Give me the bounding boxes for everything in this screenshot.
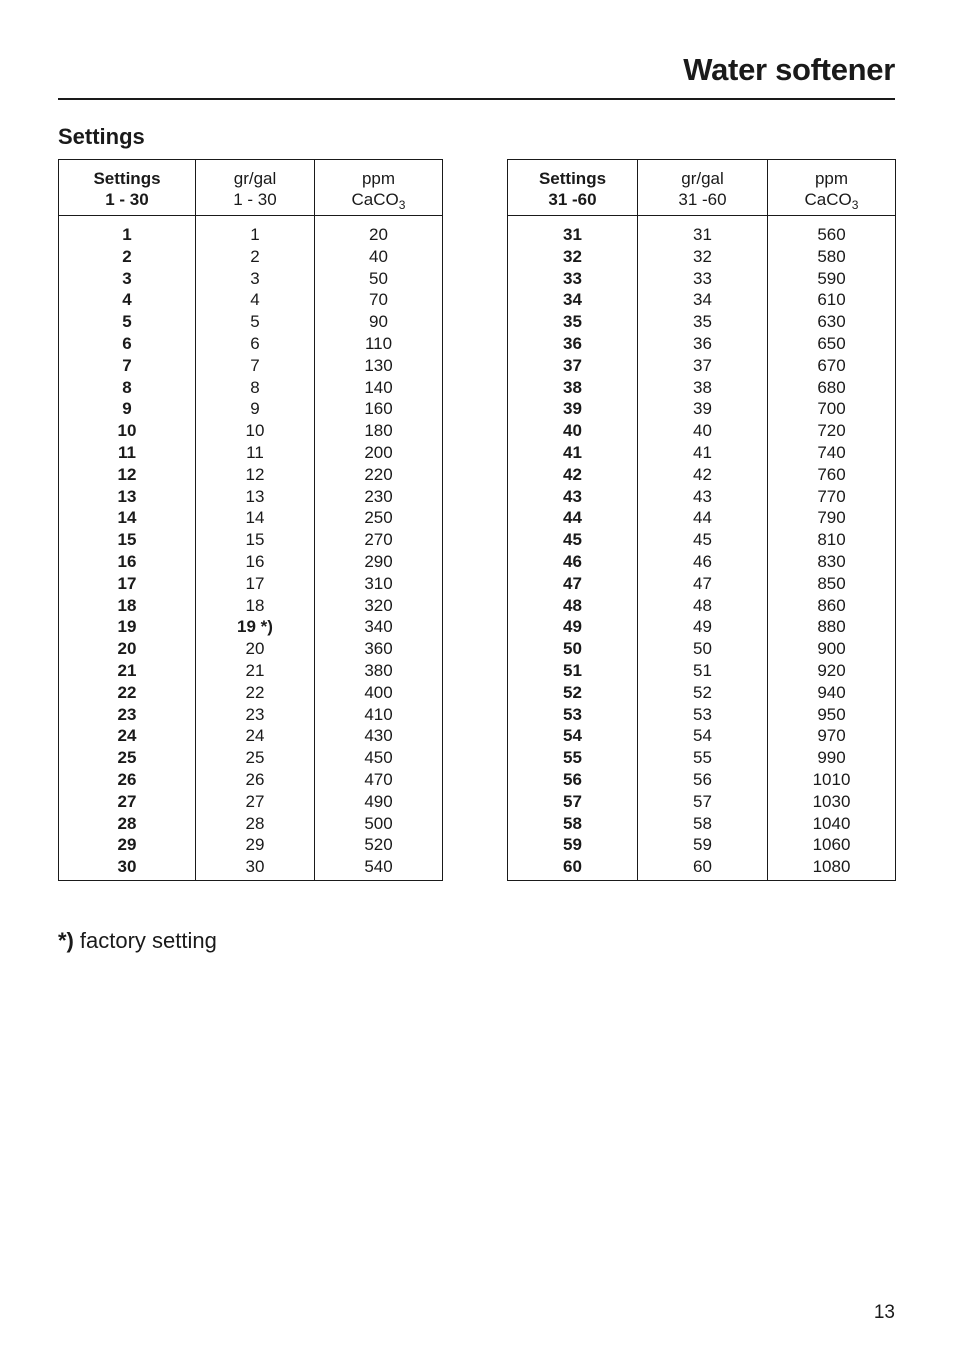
table-cell: 140: [364, 377, 393, 397]
table-cell: 90: [369, 312, 388, 332]
settings-column: [59, 216, 195, 880]
table-cell: 32: [693, 246, 712, 266]
table-cell: 19: [117, 617, 137, 637]
table-cell: 60: [563, 857, 582, 877]
table-cell: 43: [563, 486, 582, 506]
table-cell: 9: [122, 399, 132, 419]
table-cell: 380: [364, 660, 393, 680]
table-cell: 950: [817, 704, 846, 724]
table-cell: 520: [364, 835, 393, 855]
table-cell: 7: [122, 355, 132, 375]
table-cell: 15: [117, 530, 137, 550]
table-cell: 53: [563, 704, 582, 724]
section-heading: Settings: [58, 124, 145, 149]
table-cell: 20: [245, 639, 265, 659]
table-cell: 50: [693, 639, 712, 659]
table-cell: 15: [245, 530, 265, 550]
ppm-column: [314, 216, 442, 880]
header-settings: Settings 1 - 30: [93, 169, 161, 209]
table-cell: 6: [122, 333, 132, 353]
table-cell: 48: [693, 595, 712, 615]
table-cell: 58: [693, 813, 712, 833]
footnote: [58, 928, 217, 954]
table-cell: 53: [693, 704, 712, 724]
table-cell: 540: [364, 857, 393, 877]
table-cell: 990: [817, 748, 846, 768]
table-cell: 250: [364, 508, 393, 528]
table-cell: 850: [817, 573, 846, 593]
page-number: 13: [873, 1302, 895, 1323]
table-header: [508, 160, 895, 216]
table-cell: 130: [364, 355, 393, 375]
table-cell: 1080: [812, 857, 851, 877]
table-cell: 26: [117, 769, 137, 789]
table-cell: 14: [117, 508, 137, 528]
table-cell: 320: [364, 595, 393, 615]
table-cell: 180: [364, 421, 393, 441]
table-cell: 50: [563, 639, 582, 659]
table-cell: 50: [369, 268, 388, 288]
table-cell: 500: [364, 813, 393, 833]
table-cell: 720: [817, 421, 846, 441]
table-cell: 42: [563, 464, 582, 484]
table-cell: 37: [693, 355, 712, 375]
table-cell: 880: [817, 617, 846, 637]
table-cell: 36: [693, 333, 712, 353]
table-cell: 11: [118, 442, 136, 462]
table-cell: 19 *): [237, 617, 273, 637]
table-cell: 11: [246, 442, 264, 462]
table-cell: 34: [563, 290, 582, 310]
table-cell: 49: [563, 617, 582, 637]
table-cell: 590: [817, 268, 846, 288]
table-cell: 23: [117, 704, 137, 724]
table-cell: 51: [693, 660, 712, 680]
table-cell: 57: [693, 791, 712, 811]
table-cell: 38: [563, 377, 582, 397]
table-cell: 54: [563, 726, 582, 746]
table-cell: 4: [122, 290, 132, 310]
table-cell: 27: [245, 791, 265, 811]
table-cell: 60: [693, 857, 712, 877]
table-cell: 490: [364, 791, 393, 811]
table-body: [508, 216, 895, 880]
table-cell: 20: [117, 639, 137, 659]
table-cell: 41: [693, 442, 712, 462]
table-cell: 790: [817, 508, 846, 528]
table-cell: 31: [693, 225, 712, 244]
table-cell: 44: [693, 508, 712, 528]
table-cell: 2: [250, 246, 260, 266]
table-cell: 160: [364, 399, 393, 419]
table-cell: 12: [117, 464, 137, 484]
table-cell: 9: [250, 399, 260, 419]
table-cell: 39: [693, 399, 712, 419]
table-cell: 5: [122, 312, 132, 332]
settings-table-1-30: [58, 159, 443, 881]
table-cell: 33: [693, 268, 712, 288]
table-cell: 21: [245, 660, 265, 680]
header-grgal: gr/gal 31 -60: [637, 160, 767, 215]
table-cell: 57: [563, 791, 582, 811]
table-cell: 680: [817, 377, 846, 397]
table-cell: 25: [117, 748, 137, 768]
footnote-text: factory setting: [79, 928, 217, 953]
table-cell: 58: [563, 813, 582, 833]
table-cell: 220: [364, 464, 393, 484]
table-cell: 8: [122, 377, 132, 397]
table-cell: 35: [693, 312, 712, 332]
grgal-column: [195, 216, 314, 880]
table-cell: 40: [563, 421, 582, 441]
table-cell: 400: [364, 682, 393, 702]
footnote-mark: *): [58, 928, 74, 953]
table-cell: 49: [693, 617, 712, 637]
table-cell: 940: [817, 682, 846, 702]
table-cell: 46: [563, 551, 582, 571]
table-cell: 6: [250, 333, 260, 353]
table-cell: 47: [693, 573, 712, 593]
page-title: Water softener: [683, 52, 895, 87]
table-cell: 10: [117, 421, 137, 441]
table-cell: 340: [364, 617, 393, 637]
table-cell: 1: [250, 225, 260, 244]
header-ppm: ppm CaCO$_3$: [314, 160, 442, 215]
table-cell: 42: [693, 464, 712, 484]
table-cell: 7: [250, 355, 260, 375]
table-cell: 34: [693, 290, 712, 310]
table-cell: 44: [563, 508, 582, 528]
header-grgal: gr/gal 1 - 30: [195, 160, 314, 215]
settings-column: [508, 216, 637, 880]
table-cell: 270: [364, 530, 393, 550]
settings-table-31-60: [507, 159, 896, 881]
table-cell: 54: [693, 726, 712, 746]
table-cell: 230: [364, 486, 393, 506]
table-cell: 410: [364, 704, 393, 724]
table-cell: 28: [245, 813, 265, 833]
table-cell: 700: [817, 399, 846, 419]
table-cell: 16: [245, 551, 265, 571]
table-cell: 40: [369, 246, 388, 266]
table-cell: 12: [245, 464, 265, 484]
table-body: [59, 216, 442, 880]
table-cell: 1010: [812, 769, 851, 789]
table-cell: 8: [250, 377, 260, 397]
table-cell: 59: [693, 835, 712, 855]
table-cell: 26: [245, 769, 265, 789]
table-cell: 24: [245, 726, 265, 746]
table-cell: 55: [563, 748, 582, 768]
table-cell: 810: [817, 530, 846, 550]
table-cell: 3: [250, 268, 260, 288]
table-cell: 48: [563, 595, 582, 615]
table-cell: 630: [817, 312, 846, 332]
table-cell: 46: [693, 551, 712, 571]
table-cell: 610: [817, 290, 846, 310]
table-cell: 970: [817, 726, 846, 746]
table-cell: 70: [369, 290, 388, 310]
table-cell: 900: [817, 639, 846, 659]
table-cell: 39: [563, 399, 582, 419]
table-cell: 41: [563, 442, 582, 462]
table-cell: 1040: [812, 813, 851, 833]
header-ppm: ppm CaCO$_3$: [767, 160, 895, 215]
table-cell: 21: [117, 660, 137, 680]
table-cell: 27: [117, 791, 137, 811]
table-cell: 670: [817, 355, 846, 375]
table-cell: 760: [817, 464, 846, 484]
table-cell: 16: [117, 551, 137, 571]
table-cell: 430: [364, 726, 393, 746]
table-cell: 37: [563, 355, 582, 375]
table-cell: 23: [245, 704, 265, 724]
table-cell: 55: [693, 748, 712, 768]
table-cell: 14: [245, 508, 265, 528]
table-cell: 4: [250, 290, 260, 310]
table-cell: 45: [693, 530, 712, 550]
table-cell: 290: [364, 551, 393, 571]
table-cell: 650: [817, 333, 846, 353]
table-cell: 18: [117, 595, 137, 615]
table-cell: 43: [693, 486, 712, 506]
table-cell: 13: [117, 486, 137, 506]
table-cell: 860: [817, 595, 846, 615]
table-cell: 110: [364, 333, 393, 353]
ppm-column: [767, 216, 895, 880]
table-cell: 470: [364, 769, 393, 789]
table-cell: 360: [364, 639, 393, 659]
table-cell: 30: [245, 857, 265, 877]
table-cell: 10: [245, 421, 265, 441]
table-cell: 17: [245, 573, 265, 593]
table-cell: 1060: [812, 835, 851, 855]
table-cell: 920: [817, 660, 846, 680]
table-cell: 1030: [812, 791, 851, 811]
table-header: [59, 160, 442, 216]
table-cell: 18: [245, 595, 265, 615]
table-cell: 28: [117, 813, 137, 833]
table-cell: 830: [817, 551, 846, 571]
table-cell: 33: [563, 268, 582, 288]
table-cell: 1: [122, 225, 132, 244]
table-cell: 52: [563, 682, 582, 702]
table-cell: 22: [245, 682, 265, 702]
table-cell: 13: [245, 486, 265, 506]
table-cell: 24: [117, 726, 137, 746]
table-cell: 30: [117, 857, 137, 877]
table-cell: 310: [364, 573, 393, 593]
table-cell: 25: [245, 748, 265, 768]
table-cell: 38: [693, 377, 712, 397]
table-cell: 740: [817, 442, 846, 462]
table-cell: 40: [693, 421, 712, 441]
table-cell: 59: [563, 835, 582, 855]
table-cell: 20: [369, 225, 388, 244]
title-divider: [58, 98, 895, 100]
grgal-column: [637, 216, 767, 880]
table-cell: 560: [817, 225, 846, 244]
table-cell: 2: [122, 246, 132, 266]
table-cell: 36: [563, 333, 582, 353]
table-cell: 17: [117, 573, 137, 593]
table-cell: 29: [245, 835, 265, 855]
table-cell: 5: [250, 312, 260, 332]
table-cell: 450: [364, 748, 393, 768]
table-cell: 31: [563, 225, 582, 244]
table-cell: 45: [563, 530, 582, 550]
table-cell: 22: [117, 682, 137, 702]
table-cell: 52: [693, 682, 712, 702]
table-cell: 770: [817, 486, 846, 506]
table-cell: 56: [693, 769, 712, 789]
table-cell: 3: [122, 268, 132, 288]
table-cell: 56: [563, 769, 582, 789]
header-settings: Settings 31 -60: [538, 169, 607, 209]
table-cell: 32: [563, 246, 582, 266]
table-cell: 35: [563, 312, 582, 332]
table-cell: 47: [563, 573, 582, 593]
table-cell: 200: [364, 442, 393, 462]
table-cell: 51: [563, 660, 582, 680]
table-cell: 29: [117, 835, 137, 855]
table-cell: 580: [817, 246, 846, 266]
